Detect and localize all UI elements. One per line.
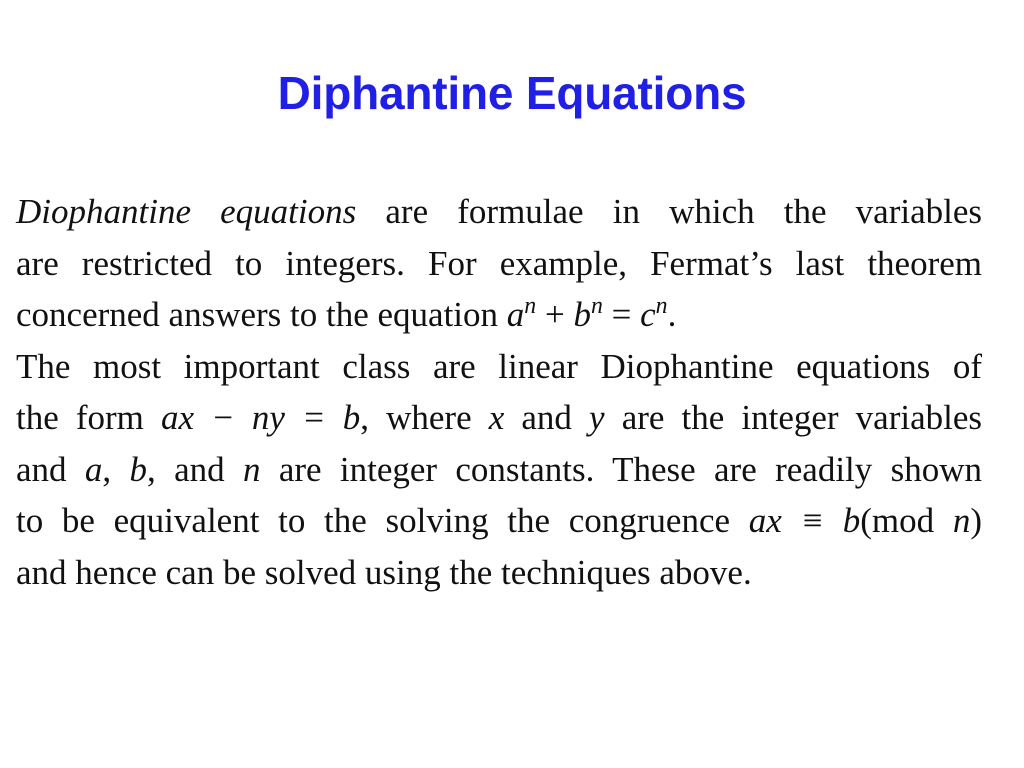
text-line-8-content: and hence can be solved using the techniques above.: [16, 552, 752, 592]
term-diophantine: Diophantine equations: [16, 192, 357, 231]
text-line-2: [16, 238, 982, 290]
paren-close: ): [970, 501, 983, 540]
text-line-4: [16, 341, 982, 393]
text-integer-constants: are integer constants. These are readily shown: [278, 449, 983, 489]
text-line-1: [16, 186, 982, 238]
text-line-2-content: are restricted to integers. For example, Fermat’s last theorem: [16, 243, 982, 283]
math-b: b: [129, 449, 147, 489]
text-the-form: the form: [16, 398, 144, 437]
text-integer-variables: are the integer variables: [621, 398, 982, 437]
math-a: a: [84, 449, 103, 489]
equation-congruence: [749, 501, 982, 540]
text-line-7: [16, 495, 982, 547]
slide-title: Diphantine Equations: [277, 67, 747, 119]
math-plus: +: [536, 295, 574, 334]
text-line-3: [16, 289, 982, 341]
text-line-8: [16, 547, 982, 599]
math-equals: =: [602, 295, 641, 334]
math-n: n: [952, 501, 971, 540]
math-exponent-n: n: [590, 292, 603, 319]
math-c: c: [640, 295, 656, 334]
text-line-4-content: The most important class are linear Diophantine equations of: [16, 346, 982, 386]
math-y: y: [589, 398, 605, 437]
text-and: and: [16, 449, 67, 489]
text-mod: mod: [871, 501, 935, 540]
math-n: n: [242, 449, 261, 489]
math-exponent-n: n: [655, 292, 668, 319]
comma: ,: [102, 449, 112, 489]
body-paragraph: [16, 186, 982, 598]
math-a: a: [506, 295, 525, 334]
equation-linear: ax − ny = b: [161, 398, 361, 437]
text-where: , where: [360, 398, 472, 437]
text-comma-and: , and: [146, 449, 225, 489]
math-b: b: [573, 295, 591, 334]
equation-fermat: [506, 292, 668, 334]
text-equivalent-congruence: to be equivalent to the solving the congruence: [16, 501, 731, 540]
paren-open: (: [860, 501, 872, 540]
text-line-6: [16, 444, 982, 496]
text-and: and: [521, 398, 572, 437]
text-line-5: [16, 392, 982, 444]
text-line-1-rest: are formulae in which the variables: [385, 192, 983, 231]
math-exponent-n: n: [524, 292, 537, 319]
text-line-3-content: concerned answers to the equation: [16, 295, 499, 334]
math-congruence-lhs: ax ≡ b: [748, 501, 861, 540]
math-x: x: [488, 398, 505, 437]
period: .: [667, 295, 677, 334]
